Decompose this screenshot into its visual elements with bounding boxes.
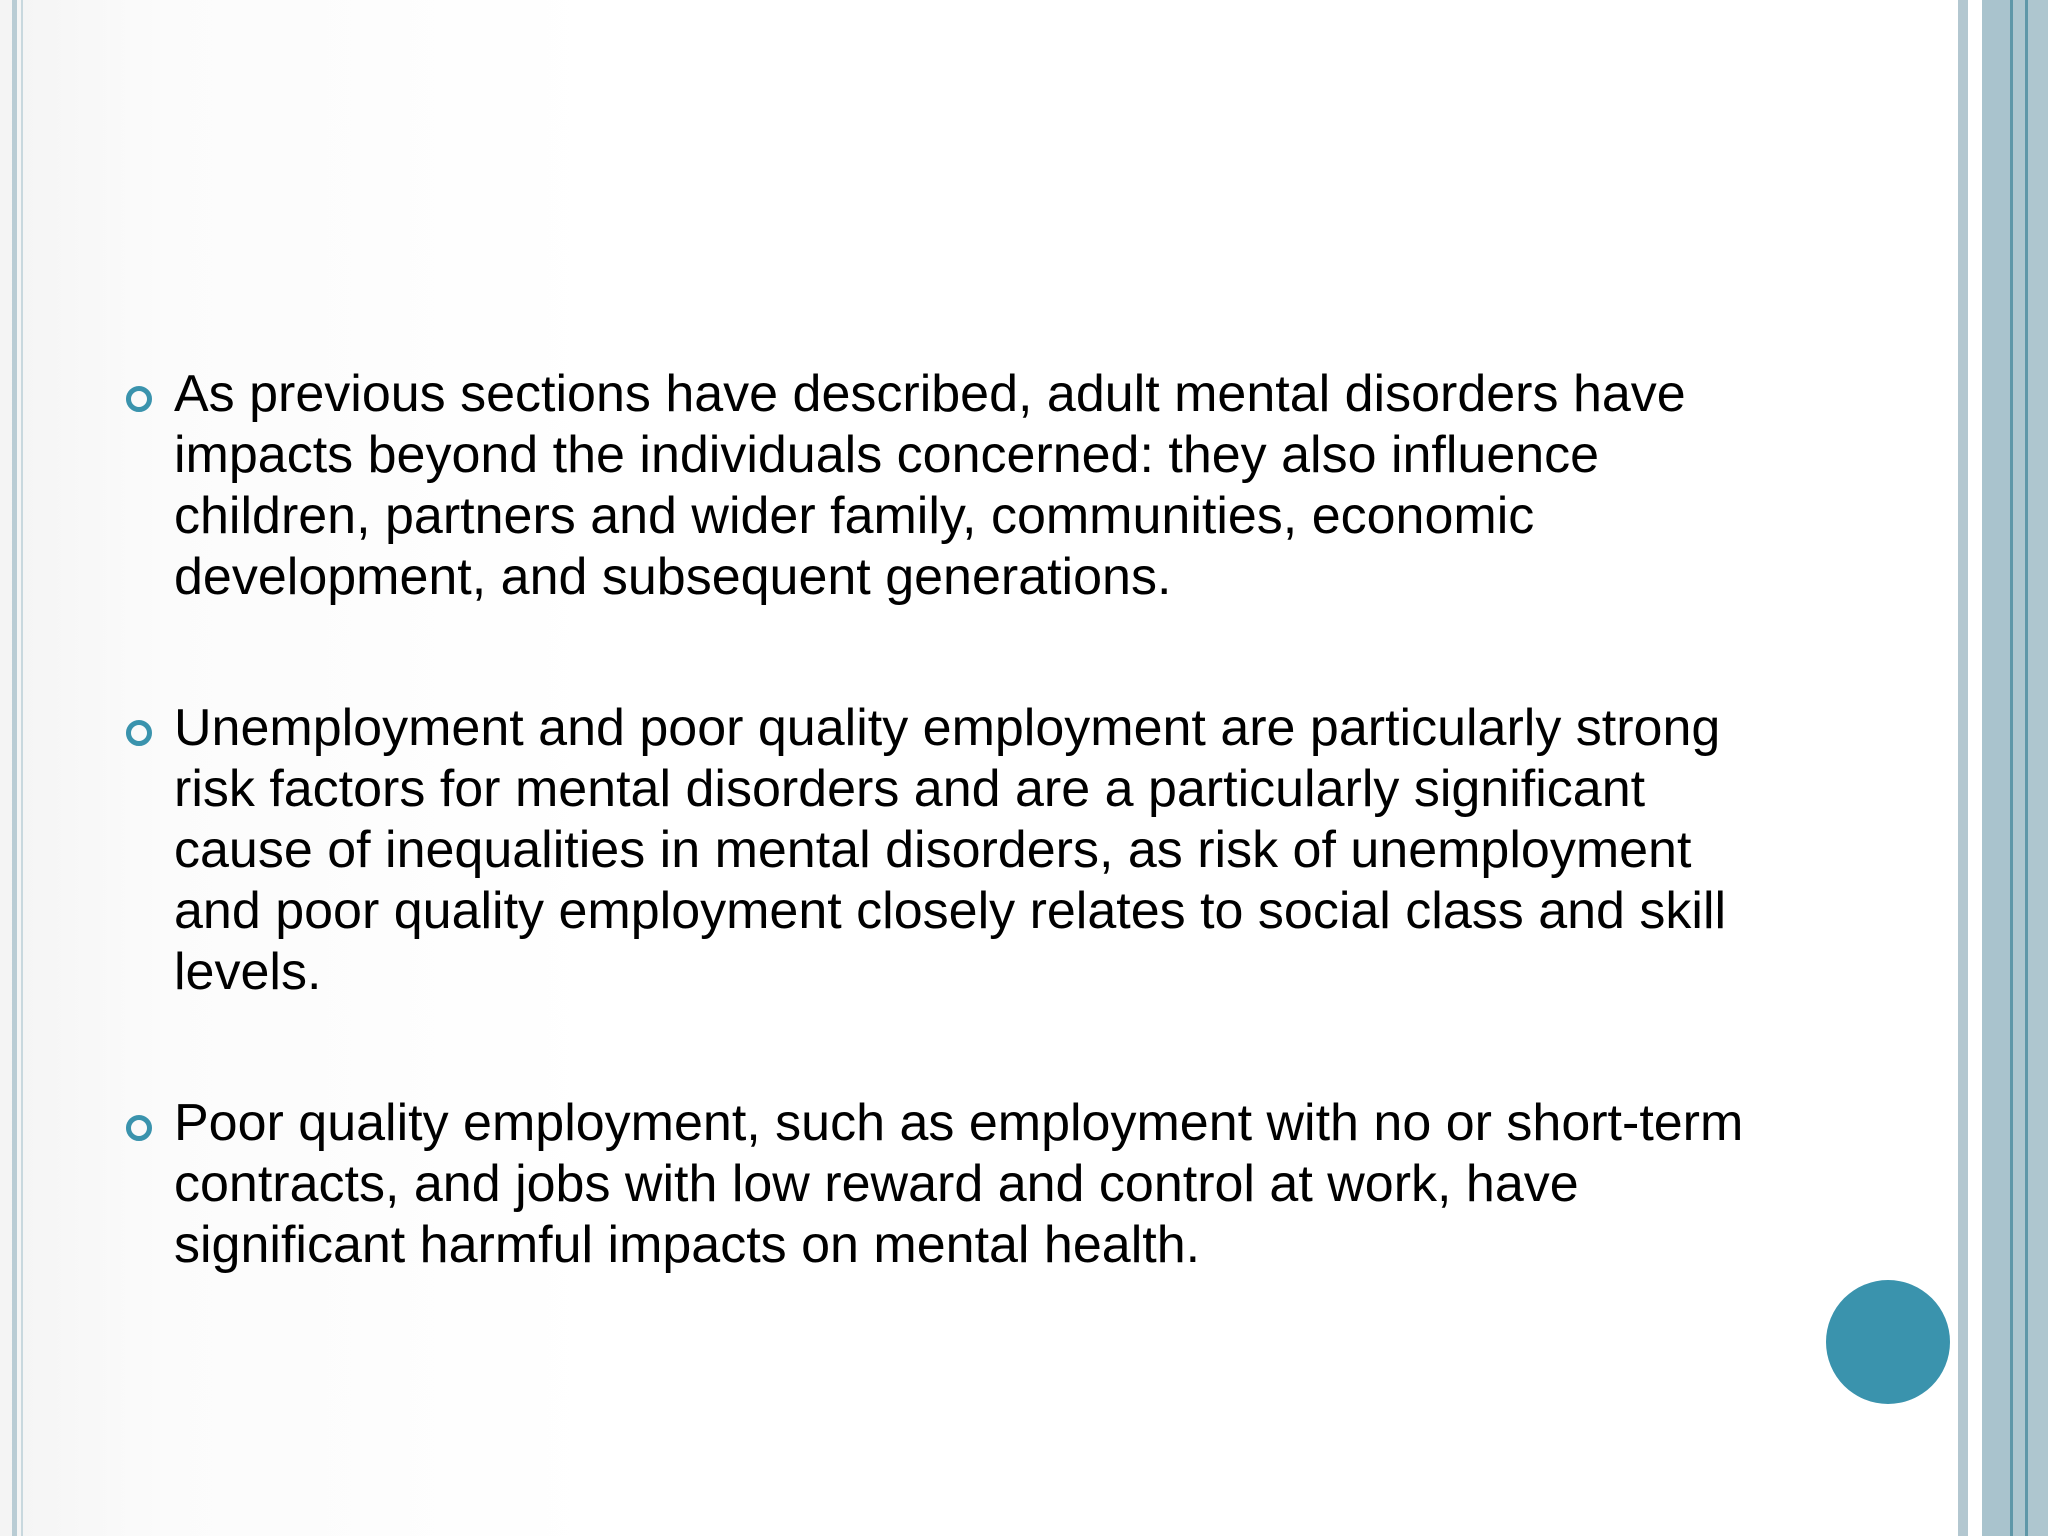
left-border-line (12, 0, 17, 1536)
bullet-list (126, 364, 1766, 1366)
right-stripe (2028, 0, 2048, 1536)
bullet-text: Poor quality employment, such as employment with no or short-term contracts, and jobs with low reward and control at work, have significant harmful impacts on mental health. (174, 1094, 1744, 1274)
circle-bullet-icon (126, 386, 152, 412)
bullet-text: As previous sections have described, adult mental disorders have impacts beyond the individuals concerned: they also influence children, partners and wider family, communities, economic development, and subsequent generations. (174, 365, 1686, 606)
decorative-circle-icon (1826, 1280, 1950, 1404)
bullet-item (126, 698, 1766, 1003)
right-stripe (1982, 0, 2010, 1536)
left-border-line-thin (21, 0, 23, 1536)
bullet-text: Unemployment and poor quality employment are particularly strong risk factors for mental disorders and are a particularly significant cause of inequalities in mental disorders, as risk of unemployment and poor quality employment closely relates to social class and skill levels. (174, 699, 1727, 1001)
right-stripe (2013, 0, 2025, 1536)
circle-bullet-icon (126, 720, 152, 746)
right-stripe (1958, 0, 1968, 1536)
bullet-item (126, 364, 1766, 608)
right-stripe-gap (1968, 0, 1982, 1536)
circle-bullet-icon (126, 1115, 152, 1141)
bullet-item (126, 1093, 1766, 1276)
